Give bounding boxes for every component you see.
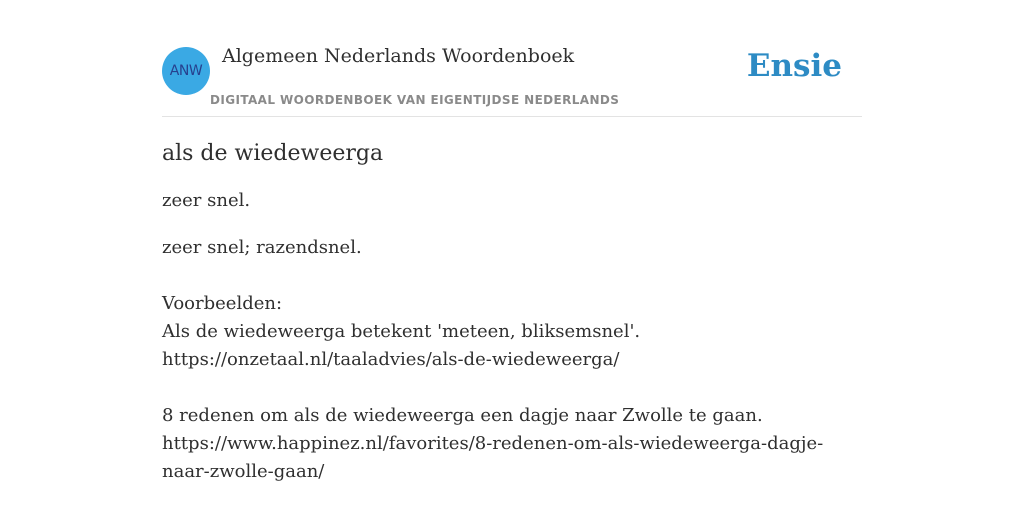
definition-text: zeer snel; razendsnel. bbox=[162, 237, 362, 258]
example-url[interactable]: https://onzetaal.nl/taaladvies/als-de-wiedeweerga/ bbox=[162, 349, 620, 370]
example-url[interactable]: https://www.happinez.nl/favorites/8-redenen-om-als-wiedeweerga-dagje-naar-zwolle-gaan/ bbox=[162, 433, 824, 482]
entry-content bbox=[162, 137, 862, 486]
anw-logo-text: ANW bbox=[169, 63, 203, 79]
site-subtitle: DIGITAAL WOORDENBOEK VAN EIGENTIJDSE NEDERLANDS bbox=[210, 93, 620, 107]
example-text: Als de wiedeweerga betekent 'meteen, bliksemsnel'. bbox=[162, 321, 641, 342]
short-definition: zeer snel. bbox=[162, 190, 251, 211]
blank-line bbox=[162, 262, 862, 290]
site-title[interactable]: Algemeen Nederlands Woordenboek bbox=[222, 45, 575, 67]
anw-logo[interactable] bbox=[162, 47, 210, 95]
blank-line bbox=[162, 374, 862, 402]
examples-label: Voorbeelden: bbox=[162, 293, 283, 314]
example-text: 8 redenen om als de wiedeweerga een dagje naar Zwolle te gaan. bbox=[162, 405, 763, 426]
entry-term: als de wiedeweerga bbox=[162, 141, 384, 166]
ensie-brand-link[interactable]: Ensie bbox=[746, 48, 842, 84]
site-header bbox=[162, 0, 862, 117]
definition-block bbox=[162, 234, 862, 486]
